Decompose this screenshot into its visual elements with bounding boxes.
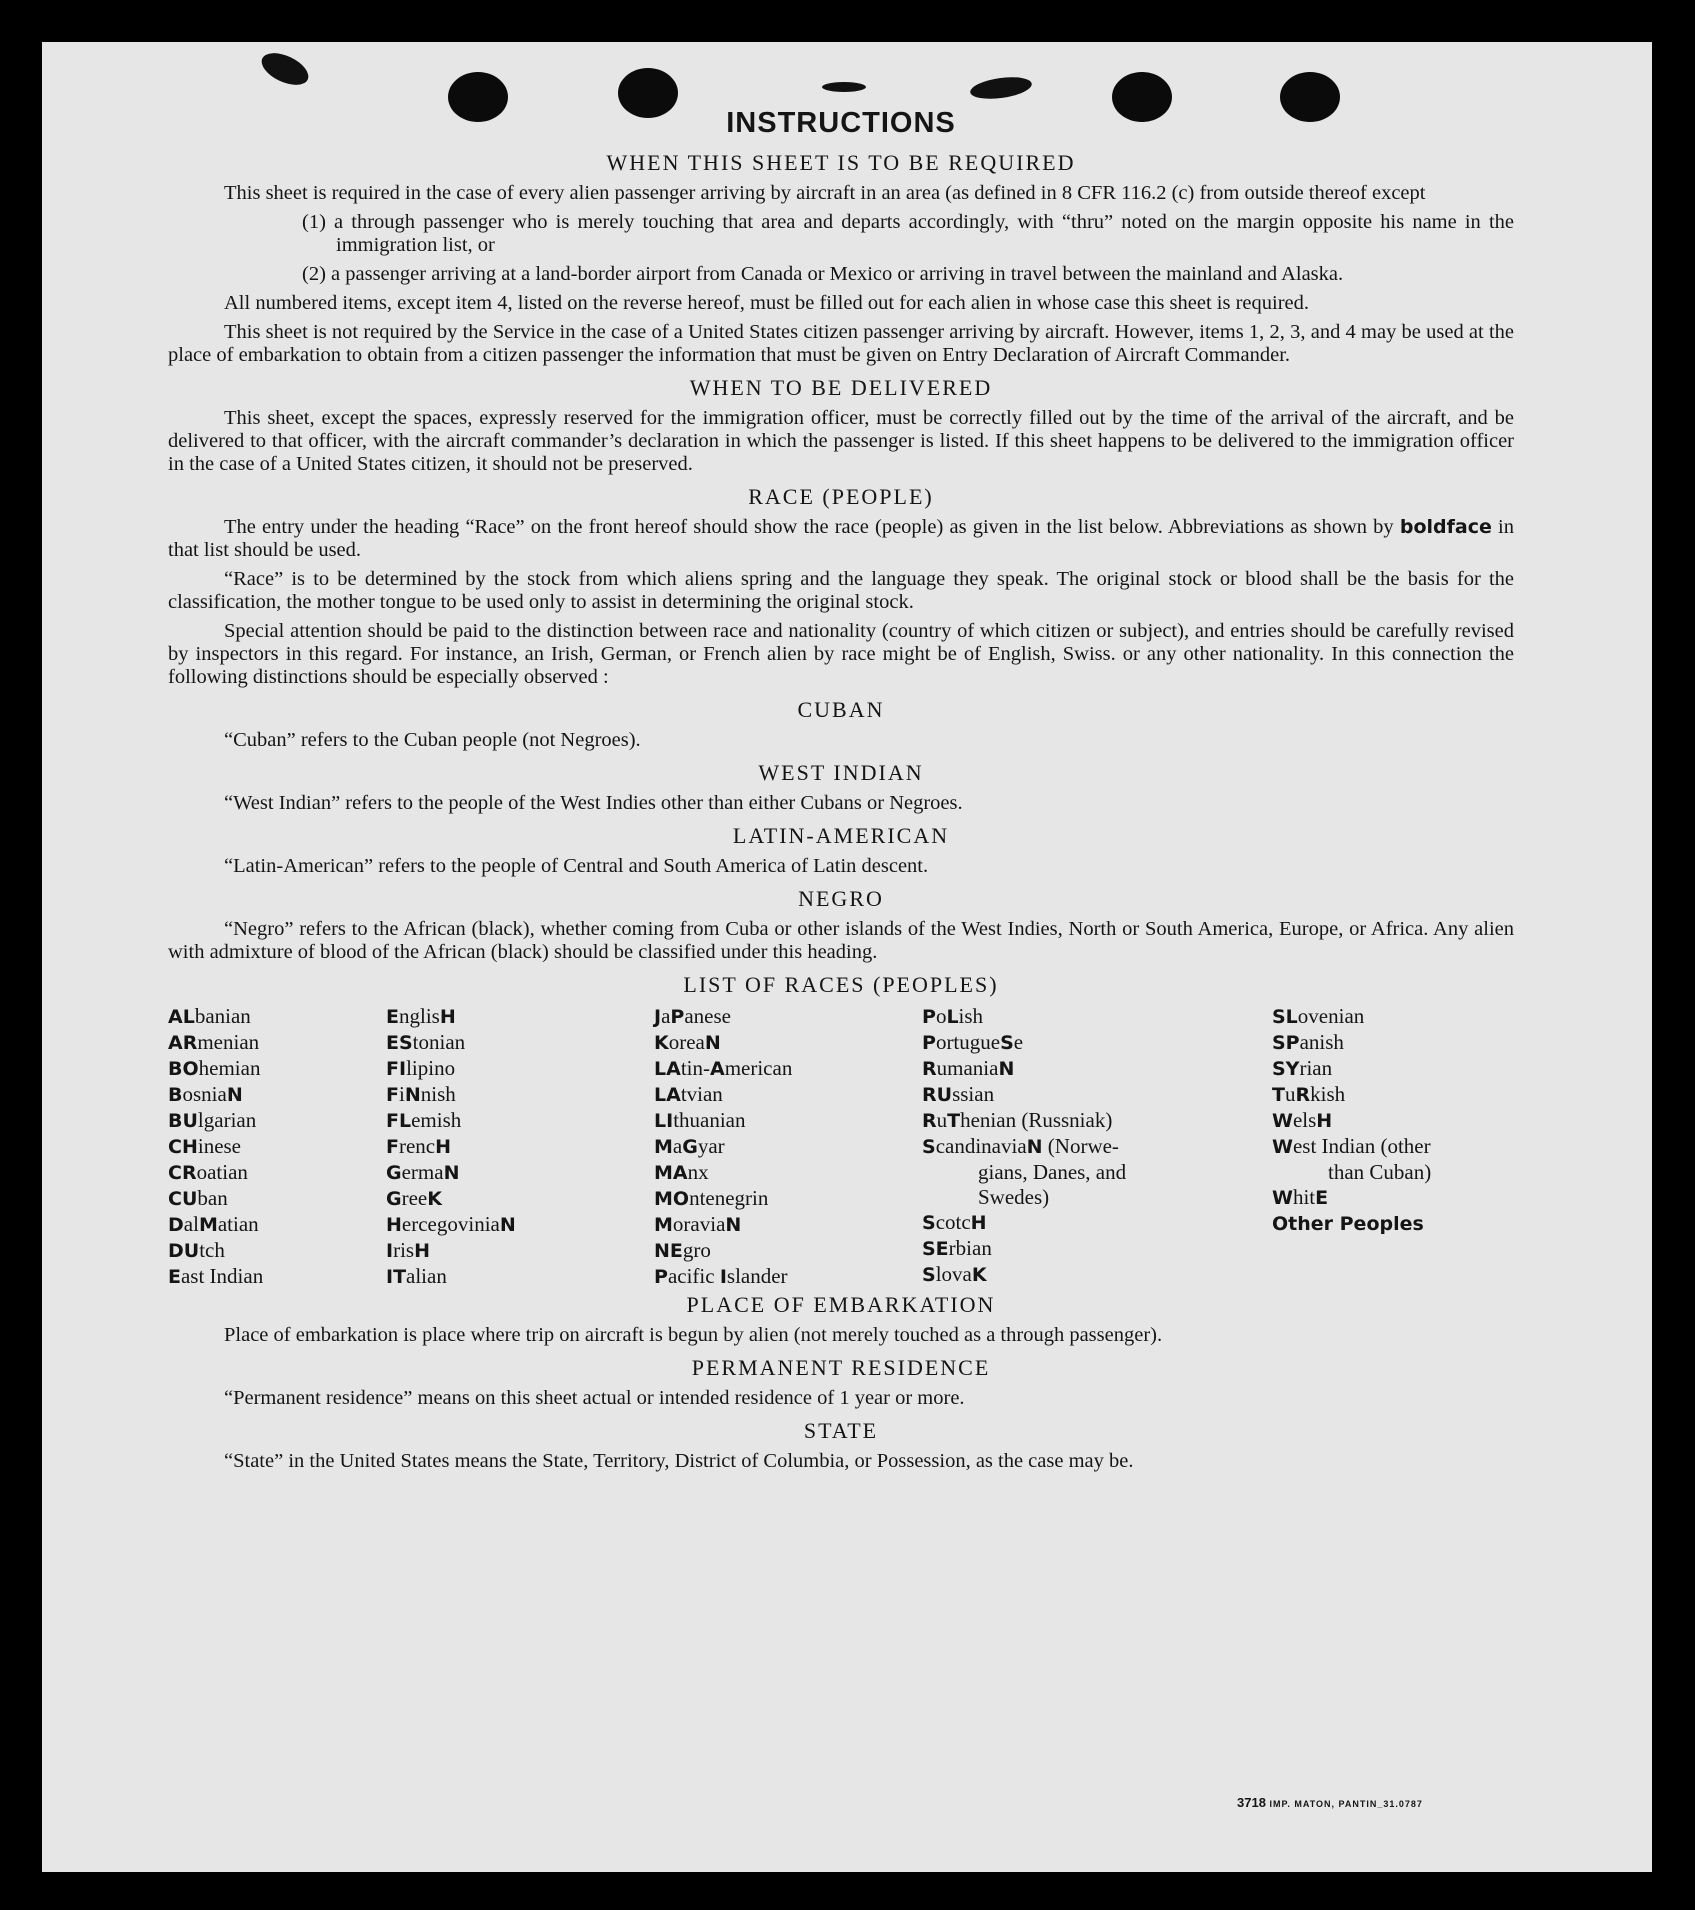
- race-abbrev: R: [922, 1058, 937, 1080]
- section-heading: LIST OF RACES (PEOPLES): [683, 972, 999, 997]
- race-entry: [922, 1160, 1202, 1185]
- paragraph: This sheet is required in the case of every alien passenger arriving by aircraft in an area (as defined in 8 CFR 116.2 (c) from outside thereof except: [224, 182, 1426, 204]
- race-abbrev: BO: [168, 1058, 199, 1080]
- race-abbrev: E: [1315, 1187, 1329, 1209]
- race-entry: [922, 1004, 1202, 1030]
- race-abbrev: DU: [168, 1240, 200, 1262]
- race-abbrev: I: [386, 1240, 394, 1262]
- race-text: menian: [197, 1030, 260, 1054]
- race-abbrev: CR: [168, 1162, 197, 1184]
- race-abbrev: J: [654, 1006, 662, 1028]
- race-abbrev: R: [1295, 1084, 1311, 1106]
- races-column: [922, 1004, 1202, 1288]
- document-page: [42, 42, 1652, 1872]
- race-entry: [168, 1160, 263, 1186]
- race-entry: [922, 1030, 1202, 1056]
- race-abbrev: W: [1272, 1136, 1293, 1158]
- race-text: ast Indian: [180, 1264, 264, 1288]
- race-abbrev: T: [947, 1110, 961, 1132]
- paragraph-text: in that list should be used.: [168, 516, 1514, 561]
- section-heading: NEGRO: [798, 886, 884, 911]
- race-text: merican: [724, 1056, 793, 1080]
- race-abbrev: N: [725, 1214, 742, 1236]
- race-abbrev: FL: [386, 1110, 412, 1132]
- race-abbrev: M: [198, 1214, 218, 1236]
- race-abbrev: ES: [386, 1032, 413, 1054]
- race-abbrev: T: [1272, 1084, 1285, 1106]
- race-abbrev: G: [682, 1136, 698, 1158]
- race-text: erma: [401, 1160, 444, 1184]
- race-abbrev: MA: [654, 1162, 688, 1184]
- section-heading: RACE (PEOPLE): [748, 484, 934, 509]
- race-text: oravia: [672, 1212, 726, 1236]
- race-entry: [168, 1264, 263, 1290]
- race-abbrev: N: [704, 1032, 721, 1054]
- race-entry: [168, 1108, 263, 1134]
- section-heading: PLACE OF EMBARKATION: [686, 1292, 996, 1317]
- race-entry: [654, 1134, 792, 1160]
- race-entry: [168, 1212, 263, 1238]
- list-item: (2) a passenger arriving at a land-border airport from Canada or Mexico or arriving in travel between the mainland and Alaska.: [302, 263, 1344, 285]
- race-abbrev: E: [168, 1266, 181, 1288]
- race-abbrev: N: [1026, 1136, 1043, 1158]
- race-abbrev: MO: [654, 1188, 690, 1210]
- race-text: tin-: [680, 1056, 710, 1080]
- race-entry: [922, 1210, 1202, 1236]
- race-entry: [386, 1030, 516, 1056]
- race-entry: [922, 1082, 1202, 1108]
- race-text: thuanian: [673, 1108, 746, 1132]
- paragraph: Place of embarkation is place where trip on aircraft is begun by alien (not merely touched as a through passenger).: [224, 1324, 1163, 1346]
- race-entry: [1272, 1160, 1514, 1185]
- race-entry: [654, 1186, 792, 1212]
- race-abbrev: CH: [168, 1136, 198, 1158]
- ink-smudge: [257, 47, 313, 92]
- race-abbrev: SE: [922, 1238, 949, 1260]
- race-entry: [386, 1264, 516, 1290]
- paragraph: “Cuban” refers to the Cuban people (not Negroes).: [224, 729, 641, 751]
- race-abbrev: M: [654, 1214, 673, 1236]
- race-entry: [922, 1185, 1202, 1210]
- race-abbrev: N: [226, 1084, 243, 1106]
- race-abbrev: F: [386, 1136, 399, 1158]
- race-entry: [1272, 1004, 1514, 1030]
- race-abbrev: W: [1272, 1110, 1293, 1132]
- race-abbrev: N: [443, 1162, 460, 1184]
- paragraph: [168, 516, 1514, 562]
- race-abbrev: IT: [386, 1266, 407, 1288]
- race-text: ris: [393, 1238, 415, 1262]
- race-entry: [386, 1238, 516, 1264]
- race-text: nish: [420, 1082, 456, 1106]
- race-entry: [654, 1004, 792, 1030]
- race-entry: [1272, 1134, 1514, 1160]
- race-text: ercegovinia: [401, 1212, 500, 1236]
- race-entry: [654, 1160, 792, 1186]
- race-text: ovenian: [1297, 1004, 1365, 1028]
- race-entry: [922, 1134, 1202, 1160]
- race-abbrev: R: [922, 1110, 937, 1132]
- race-abbrev: N: [998, 1058, 1015, 1080]
- race-text: inese: [197, 1134, 242, 1158]
- race-text: acific: [667, 1264, 720, 1288]
- race-abbrev: FI: [386, 1058, 407, 1080]
- race-abbrev: H: [386, 1214, 402, 1236]
- race-text: lgarian: [197, 1108, 257, 1132]
- race-abbrev: SP: [1272, 1032, 1300, 1054]
- race-entry: [922, 1262, 1202, 1288]
- race-text: nglis: [398, 1004, 440, 1028]
- race-text: anese: [684, 1004, 731, 1028]
- race-abbrev: AR: [168, 1032, 198, 1054]
- race-entry: [1272, 1108, 1514, 1134]
- race-entry: [168, 1186, 263, 1212]
- race-text: yar: [697, 1134, 725, 1158]
- race-text: nx: [687, 1160, 709, 1184]
- paragraph: All numbered items, except item 4, listed on the reverse hereof, must be filled out for each alien in whose case this sheet is required.: [224, 292, 1310, 314]
- race-abbrev: P: [922, 1032, 936, 1054]
- race-abbrev: P: [654, 1266, 668, 1288]
- race-entry: [386, 1082, 516, 1108]
- section-heading: WHEN TO BE DELIVERED: [689, 375, 993, 400]
- race-abbrev: B: [168, 1084, 183, 1106]
- race-entry: [1272, 1082, 1514, 1108]
- race-abbrev: G: [386, 1188, 402, 1210]
- section-heading: PERMANENT RESIDENCE: [691, 1355, 991, 1380]
- race-text: els: [1292, 1108, 1317, 1132]
- race-text: umania: [936, 1056, 999, 1080]
- race-abbrev: P: [670, 1006, 685, 1028]
- race-text: tch: [199, 1238, 225, 1262]
- race-entry: [1272, 1185, 1514, 1211]
- race-text: emish: [411, 1108, 462, 1132]
- paragraph: “Permanent residence” means on this sheet actual or intended residence of 1 year or more.: [224, 1387, 965, 1409]
- race-abbrev: K: [427, 1188, 442, 1210]
- race-text: oatian: [196, 1160, 248, 1184]
- section-heading: WEST INDIAN: [758, 760, 924, 785]
- paragraph: “Negro” refers to the African (black), whether coming from Cuba or other islands of the West Indies, North or South America, Europe, or Africa. Any alien with admixture of blood of the African (black) should be classified under this heading.: [168, 918, 1514, 963]
- page-title: INSTRUCTIONS: [726, 107, 956, 139]
- race-entry: [386, 1004, 516, 1030]
- race-text: gro: [682, 1238, 711, 1262]
- races-list: [168, 1004, 1514, 1288]
- race-text: e: [1013, 1030, 1024, 1054]
- race-text: ban: [197, 1186, 228, 1210]
- race-entry: [168, 1004, 263, 1030]
- race-entry: [922, 1056, 1202, 1082]
- race-abbrev: S: [922, 1264, 936, 1286]
- race-text: i: [398, 1082, 405, 1106]
- race-text: rbian: [948, 1236, 992, 1260]
- race-abbrev: H: [970, 1212, 987, 1234]
- race-abbrev: W: [1272, 1187, 1293, 1209]
- race-abbrev: CU: [168, 1188, 198, 1210]
- race-abbrev: SL: [1272, 1006, 1298, 1028]
- race-abbrev: L: [946, 1006, 959, 1028]
- race-text: alian: [406, 1264, 447, 1288]
- race-abbrev: RU: [922, 1084, 953, 1106]
- race-entry: [168, 1134, 263, 1160]
- race-text: u: [936, 1108, 948, 1132]
- race-abbrev: LI: [654, 1110, 674, 1132]
- race-abbrev: P: [922, 1006, 936, 1028]
- race-text: gians, Danes, and: [978, 1160, 1127, 1184]
- race-text: rian: [1299, 1056, 1333, 1080]
- race-text: kish: [1310, 1082, 1346, 1106]
- paragraph-text: The entry under the heading “Race” on the front hereof should show the race (people) as given in the list below. Abbreviations as shown by: [224, 516, 1394, 538]
- race-text: tvian: [680, 1082, 723, 1106]
- list-item: (1) a through passenger who is merely touching that area and departs accordingly, with “thru” noted on the margin opposite his name in the immigration list, or: [302, 211, 1514, 256]
- race-abbrev: NE: [654, 1240, 683, 1262]
- race-abbrev: H: [1316, 1110, 1333, 1132]
- race-abbrev: SY: [1272, 1058, 1300, 1080]
- race-abbrev: A: [709, 1058, 725, 1080]
- race-entry: [654, 1056, 792, 1082]
- paragraph: “State” in the United States means the State, Territory, District of Columbia, or Possession, as the case may be.: [224, 1450, 1134, 1472]
- paragraph: This sheet, except the spaces, expressly reserved for the immigration officer, must be correctly filled out by the time of the arrival of the aircraft, and be delivered to that officer, with the aircraft commander’s declaration in which the passenger is listed. If this sheet happens to be delivered to the immigration officer in the case of a United States citizen, it should not be preserved.: [168, 407, 1514, 475]
- race-entry: [654, 1082, 792, 1108]
- race-abbrev: N: [499, 1214, 516, 1236]
- race-entry: [654, 1264, 792, 1290]
- race-abbrev: F: [386, 1084, 399, 1106]
- races-column: [168, 1004, 263, 1290]
- races-column: [1272, 1004, 1514, 1237]
- race-abbrev: I: [719, 1266, 727, 1288]
- races-column: [386, 1004, 516, 1290]
- race-text: est Indian (other: [1292, 1134, 1431, 1158]
- race-entry: [654, 1030, 792, 1056]
- race-text: ssian: [952, 1082, 995, 1106]
- race-text: anish: [1299, 1030, 1344, 1054]
- section-heading: STATE: [803, 1418, 879, 1443]
- race-abbrev: Other Peoples: [1272, 1213, 1424, 1235]
- race-text: banian: [194, 1004, 251, 1028]
- race-entry: [386, 1134, 516, 1160]
- race-text: slander: [726, 1264, 788, 1288]
- race-text: orea: [668, 1030, 705, 1054]
- race-entry: [654, 1212, 792, 1238]
- race-entry: [1272, 1030, 1514, 1056]
- race-abbrev: S: [1000, 1032, 1014, 1054]
- race-text: hit: [1292, 1185, 1316, 1209]
- race-abbrev: BU: [168, 1110, 198, 1132]
- race-text: al: [183, 1212, 199, 1236]
- race-abbrev: D: [168, 1214, 184, 1236]
- race-text: than Cuban): [1328, 1160, 1432, 1184]
- race-entry: [922, 1236, 1202, 1262]
- race-entry: [386, 1160, 516, 1186]
- race-abbrev: LA: [654, 1058, 681, 1080]
- race-entry: [168, 1082, 263, 1108]
- race-abbrev: E: [386, 1006, 399, 1028]
- race-text: renc: [398, 1134, 436, 1158]
- printer-mark: IMP. MATON, PANTIN_31.0787: [1269, 1799, 1423, 1809]
- race-text: a: [661, 1004, 671, 1028]
- race-entry: [922, 1108, 1202, 1134]
- form-number: [1237, 1795, 1423, 1810]
- race-entry: [654, 1238, 792, 1264]
- form-number-text: 3718: [1237, 1795, 1266, 1810]
- race-entry: [1272, 1056, 1514, 1082]
- races-column: [654, 1004, 792, 1290]
- race-abbrev: LA: [654, 1084, 681, 1106]
- race-entry: [168, 1238, 263, 1264]
- paragraph: “Race” is to be determined by the stock from which aliens spring and the language they speak. The original stock or blood shall be the basis for the classification, the mother tongue to be used only to assist in determining the original stock.: [168, 568, 1514, 613]
- race-text: osnia: [182, 1082, 227, 1106]
- race-abbrev: G: [386, 1162, 402, 1184]
- race-abbrev: H: [439, 1006, 456, 1028]
- race-entry: [1272, 1211, 1514, 1237]
- race-text: ntenegrin: [689, 1186, 769, 1210]
- race-text: a: [672, 1134, 683, 1158]
- boldface-word: boldface: [1399, 516, 1492, 538]
- race-entry: [168, 1030, 263, 1056]
- race-text: lova: [935, 1262, 972, 1286]
- race-text: ish: [958, 1004, 984, 1028]
- race-text: hemian: [198, 1056, 261, 1080]
- paragraph: This sheet is not required by the Service in the case of a United States citizen passenger arriving by aircraft. However, items 1, 2, 3, and 4 may be used at the place of embarkation to obtain from a citizen passenger the information that must be given on Entry Declaration of Aircraft Commander.: [168, 321, 1514, 366]
- paragraph: Special attention should be paid to the distinction between race and nationality (country of which citizen or subject), and entries should be carefully revised by inspectors in this regard. For instance, an Irish, German, or French alien by race might be of English, Swiss. or any other nationality. In this connection the following distinctions should be especially observed :: [168, 620, 1514, 688]
- section-heading: LATIN-AMERICAN: [732, 823, 950, 848]
- race-entry: [654, 1108, 792, 1134]
- race-text: candinavia: [935, 1134, 1027, 1158]
- section-heading: CUBAN: [797, 697, 885, 722]
- race-abbrev: N: [404, 1084, 421, 1106]
- race-text: atian: [217, 1212, 259, 1236]
- race-text: o: [935, 1004, 947, 1028]
- race-abbrev: AL: [168, 1006, 195, 1028]
- race-abbrev: M: [654, 1136, 673, 1158]
- race-abbrev: S: [922, 1136, 936, 1158]
- race-abbrev: H: [435, 1136, 452, 1158]
- paragraph: “Latin-American” refers to the people of Central and South America of Latin descent.: [224, 855, 929, 877]
- race-entry: [386, 1056, 516, 1082]
- race-text: ree: [401, 1186, 428, 1210]
- race-text: Swedes): [978, 1185, 1050, 1209]
- section-heading: WHEN THIS SHEET IS TO BE REQUIRED: [606, 150, 1076, 175]
- race-text: ortugue: [935, 1030, 1001, 1054]
- race-text: (Norwe-: [1042, 1134, 1119, 1158]
- race-entry: [386, 1212, 516, 1238]
- race-abbrev: K: [971, 1264, 987, 1286]
- race-entry: [168, 1056, 263, 1082]
- race-abbrev: H: [414, 1240, 430, 1262]
- race-text: tonian: [412, 1030, 466, 1054]
- race-entry: [386, 1186, 516, 1212]
- race-text: henian (Russniak): [960, 1108, 1113, 1132]
- ink-smudge: [969, 74, 1033, 102]
- race-abbrev: S: [922, 1212, 936, 1234]
- race-text: lipino: [406, 1056, 456, 1080]
- instructions-content: [168, 107, 1514, 1479]
- ink-smudge: [822, 82, 866, 92]
- paragraph: “West Indian” refers to the people of the West Indies other than either Cubans or Negroes.: [224, 792, 963, 814]
- race-abbrev: K: [654, 1032, 669, 1054]
- race-text: u: [1284, 1082, 1296, 1106]
- race-text: cotc: [935, 1210, 971, 1234]
- race-entry: [386, 1108, 516, 1134]
